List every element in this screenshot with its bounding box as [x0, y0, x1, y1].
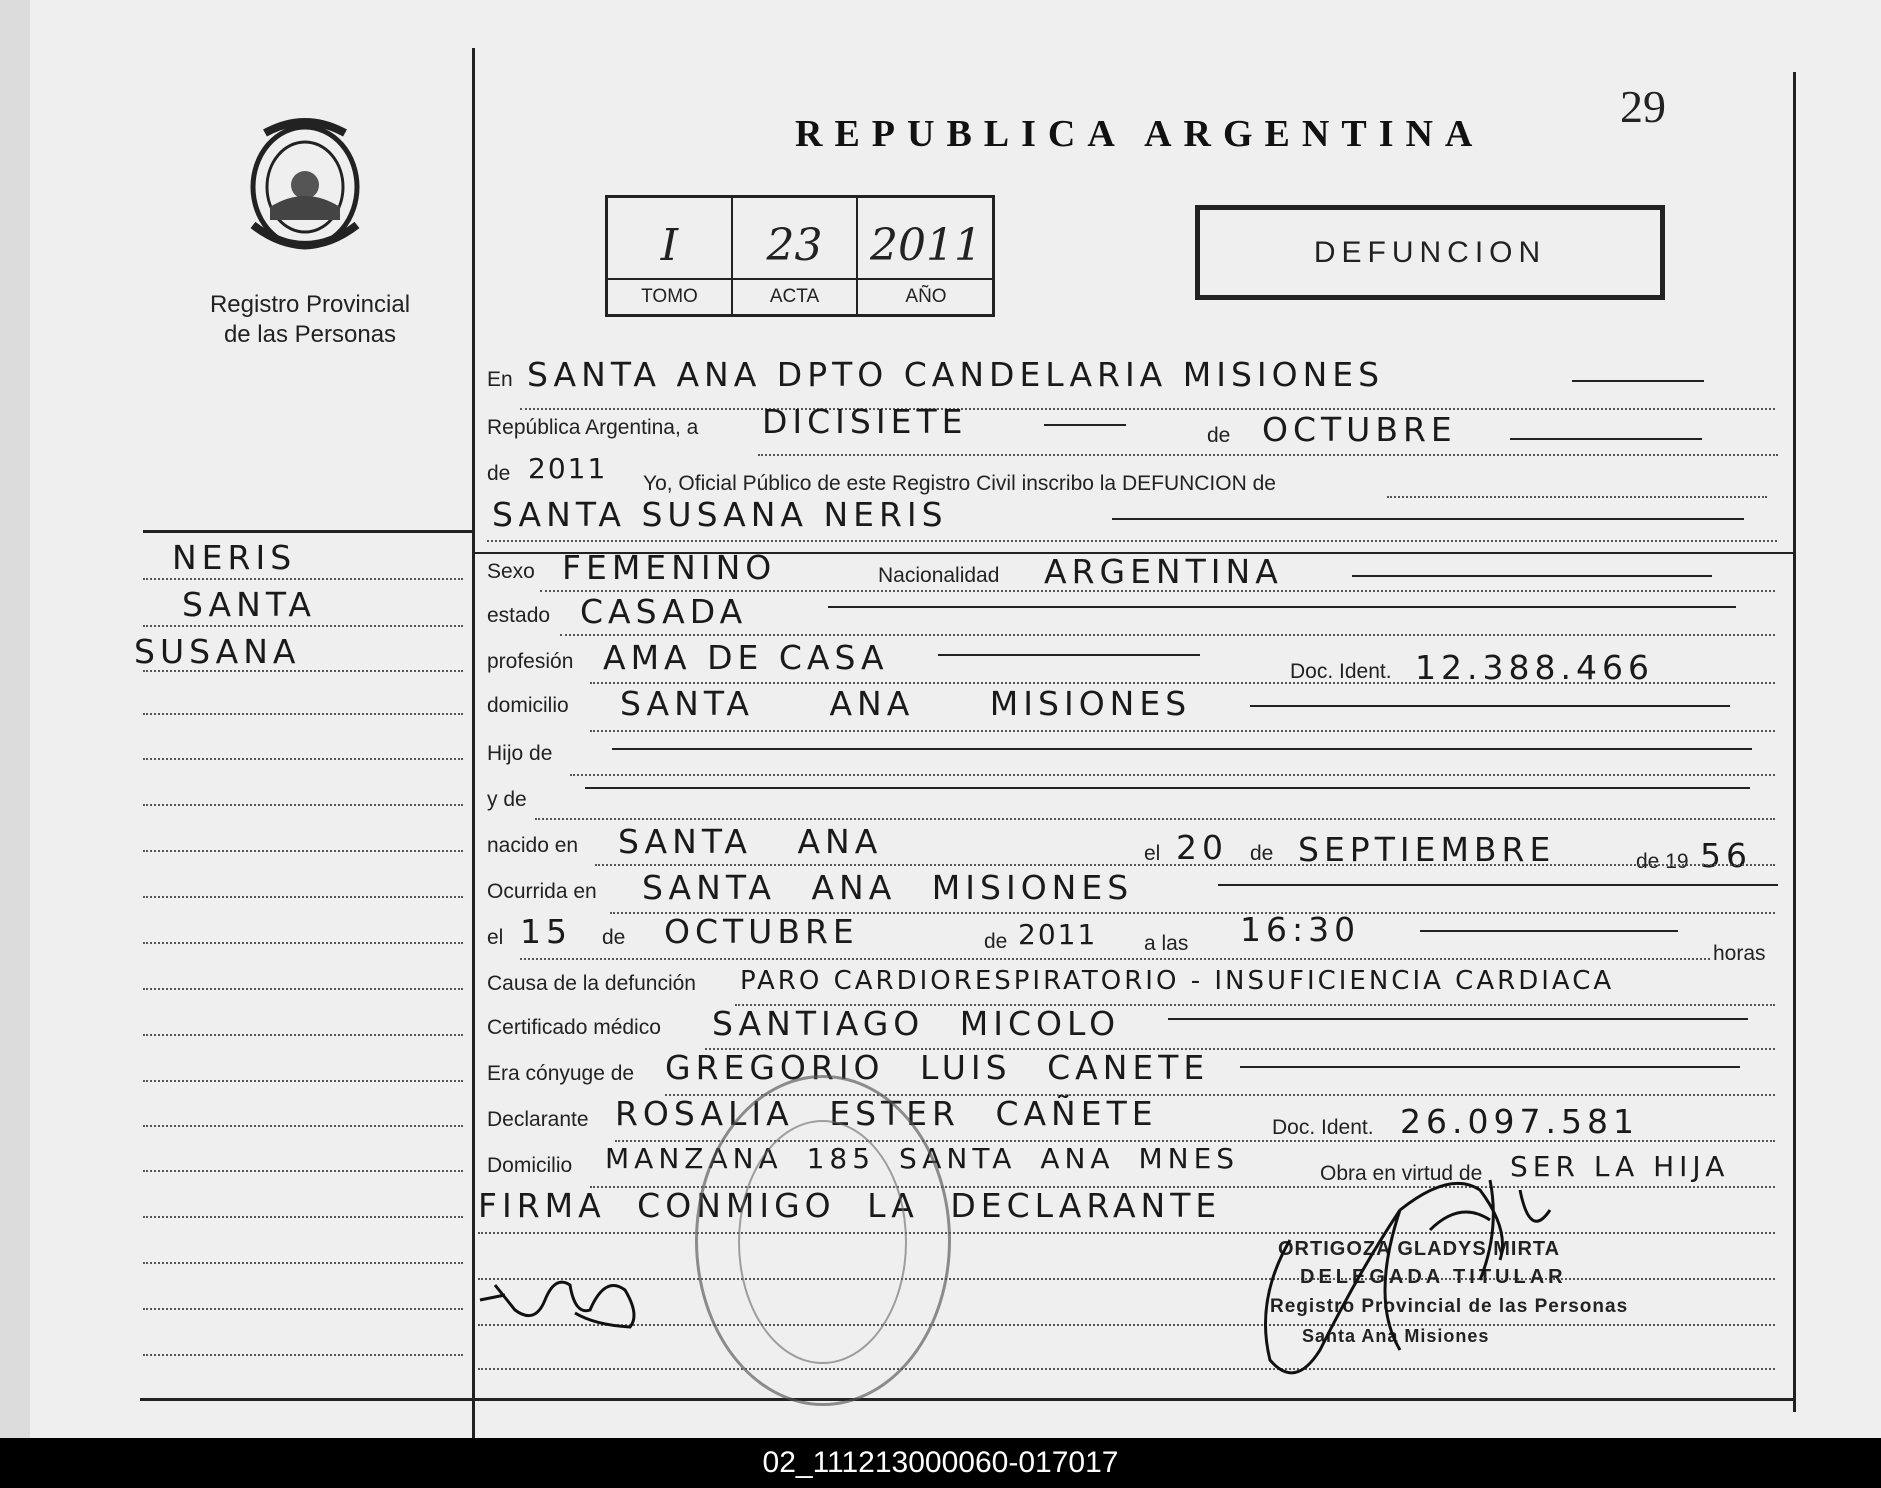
death-day: 15: [520, 912, 572, 951]
margin-dotted-line: [143, 1308, 463, 1310]
doc-value: 12.388.466: [1415, 648, 1654, 687]
obra-label: Obra en virtud de: [1320, 1162, 1483, 1185]
dotted-line: [1387, 496, 1767, 498]
alas-label: a las: [1144, 932, 1189, 955]
frame-bottom: [140, 1398, 1795, 1401]
causa-value: PARO CARDIORESPIRATORIO - INSUFICIENCIA CARDIACA: [740, 966, 1615, 996]
year-value: 2011: [528, 452, 608, 485]
death-month: OCTUBRE: [664, 912, 859, 951]
domicilio-label: domicilio: [487, 694, 569, 717]
ocurrida-value: SANTA ANA MISIONES: [642, 868, 1134, 907]
margin-name-2: SUSANA: [134, 632, 301, 671]
de-label: de: [1250, 842, 1274, 865]
margin-dotted-line: [143, 1354, 463, 1356]
fill-dash: [1112, 518, 1744, 520]
fill-dash: [1218, 884, 1778, 886]
margin-dotted-line: [143, 670, 463, 672]
fill-dash: [1168, 1018, 1748, 1020]
margin-dotted-line: [143, 1216, 463, 1218]
declarante-value: ROSALIA ESTER CAÑETE: [615, 1094, 1158, 1133]
day-value: DICISIETE: [762, 402, 968, 441]
fill-dash: [1250, 705, 1730, 707]
registrar-org: Registro Provincial de las Personas: [1270, 1296, 1629, 1317]
anio-cell: [858, 198, 994, 314]
registrar-name: ORTIGOZA GLADYS MIRTA: [1278, 1238, 1561, 1260]
acta-value: 23: [766, 220, 823, 271]
margin-dotted-line: [143, 1262, 463, 1264]
margin-dotted-line: [143, 713, 463, 715]
tomo-cell: [608, 198, 733, 314]
dotted-line: [520, 958, 1710, 960]
nacido-value: SANTA ANA: [618, 822, 883, 861]
causa-label: Causa de la defunción: [487, 972, 696, 995]
dotted-line: [520, 408, 1775, 410]
anio-label: AÑO: [858, 278, 994, 308]
nacionalidad-label: Nacionalidad: [878, 564, 1000, 587]
province-emblem-icon: [235, 115, 375, 265]
estado-value: CASADA: [580, 592, 748, 631]
de-year-label: de: [487, 462, 511, 485]
domicilio2-value: MANZANA 185 SANTA ANA MNES: [605, 1142, 1240, 1175]
de3-label: de: [602, 926, 626, 949]
place-value: SANTA ANA DPTO CANDELARIA MISIONES: [527, 355, 1385, 394]
frame-divider: [472, 48, 475, 1438]
de-label: de: [1207, 424, 1231, 447]
fill-dash: [938, 654, 1200, 656]
declarant-signature-icon: [475, 1255, 655, 1345]
registrar-role: DELEGADA TITULAR: [1300, 1266, 1567, 1288]
domicilio2-label: Domicilio: [487, 1154, 573, 1177]
record-id-box: [605, 195, 995, 317]
profesion-label: profesión: [487, 650, 574, 673]
y-de-label: y de: [487, 788, 527, 811]
acta-cell: [733, 198, 858, 314]
firma-note: FIRMA CONMIGO LA DECLARANTE: [478, 1186, 1222, 1225]
margin-dotted-line: [143, 850, 463, 852]
conyuge-label: Era cónyuge de: [487, 1062, 635, 1085]
footer-id: 02_111213000060-017017: [0, 1438, 1881, 1488]
dotted-line: [487, 540, 1777, 542]
death-hour: 16:30: [1240, 910, 1361, 949]
declarante-label: Declarante: [487, 1108, 589, 1131]
tomo-label: TOMO: [608, 278, 731, 308]
fill-dash: [1352, 575, 1712, 577]
doc2-label: Doc. Ident.: [1272, 1116, 1374, 1139]
registry-line-1: Registro Provincial: [209, 291, 411, 318]
dotted-line: [758, 454, 1778, 456]
nacionalidad-value: ARGENTINA: [1044, 552, 1283, 591]
margin-dotted-line: [143, 625, 463, 627]
record-type-box: DEFUNCION: [1195, 205, 1665, 300]
death-year: 2011: [1018, 918, 1098, 951]
margin-dotted-line: [143, 1034, 463, 1036]
margin-dotted-line: [143, 578, 463, 580]
fill-dash: [828, 606, 1736, 608]
margin-rule-top: [143, 530, 475, 533]
dotted-line: [560, 634, 1775, 636]
profesion-value: AMA DE CASA: [603, 638, 889, 677]
el-label: el: [1144, 842, 1161, 865]
dotted-line: [590, 730, 1775, 732]
margin-dotted-line: [143, 1170, 463, 1172]
acta-label: ACTA: [733, 278, 856, 308]
month-value: OCTUBRE: [1262, 410, 1457, 449]
fill-dash: [1240, 1066, 1740, 1068]
birth-day: 20: [1176, 828, 1228, 867]
margin-dotted-line: [143, 896, 463, 898]
certificado-value: SANTIAGO MICOLO: [712, 1004, 1121, 1043]
republica-label: República Argentina, a: [487, 416, 699, 439]
fill-dash: [1044, 424, 1126, 426]
fill-dash: [1420, 930, 1678, 932]
estado-label: estado: [487, 604, 551, 627]
fill-dash: [585, 787, 1750, 789]
page-edge: [0, 0, 30, 1438]
margin-dotted-line: [143, 1125, 463, 1127]
fill-dash: [1572, 380, 1704, 382]
fill-dash: [1510, 438, 1702, 440]
anio-value: 2011: [870, 220, 982, 271]
dotted-line: [570, 774, 1775, 776]
margin-dotted-line: [143, 1080, 463, 1082]
birth-year: 56: [1700, 836, 1752, 875]
sexo-label: Sexo: [487, 560, 535, 583]
el2-label: el: [487, 926, 504, 949]
fill-dash: [612, 748, 1752, 750]
margin-name-1: SANTA: [182, 585, 316, 624]
margin-dotted-line: [143, 988, 463, 990]
tomo-value: I: [660, 220, 679, 271]
certificado-label: Certificado médico: [487, 1016, 661, 1039]
registrar-signature-icon: [1250, 1170, 1590, 1390]
domicilio-value: SANTA ANA MISIONES: [620, 684, 1192, 723]
obra-value: SER LA HIJA: [1510, 1150, 1730, 1183]
registrar-place: Santa Ana Misiones: [1302, 1326, 1490, 1346]
dotted-line: [535, 818, 1775, 820]
conyuge-value: GREGORIO LUIS CANETE: [665, 1048, 1210, 1087]
dotted-line: [595, 864, 1775, 866]
page-number: 29: [1620, 81, 1666, 132]
horas-label: horas: [1713, 942, 1766, 965]
en-label: En: [487, 368, 513, 391]
frame-right: [1793, 72, 1796, 1412]
seal-inner-ring: [738, 1120, 907, 1364]
sexo-value: FEMENINO: [562, 548, 777, 587]
registry-line-2: de las Personas: [223, 321, 397, 348]
registry-name: [190, 290, 430, 350]
doc-label: Doc. Ident.: [1290, 660, 1392, 683]
document-title: REPUBLICA ARGENTINA: [795, 113, 1485, 155]
hijo-label: Hijo de: [487, 742, 553, 765]
deceased-name: SANTA SUSANA NERIS: [492, 495, 948, 534]
nacido-label: nacido en: [487, 834, 579, 857]
oficial-text: Yo, Oficial Público de este Registro Civil inscribo la DEFUNCION de: [643, 472, 1276, 495]
margin-dotted-line: [143, 942, 463, 944]
de4-label: de: [984, 930, 1008, 953]
birth-month: SEPTIEMBRE: [1298, 830, 1556, 869]
doc2-value: 26.097.581: [1400, 1102, 1639, 1141]
margin-dotted-line: [143, 758, 463, 760]
margin-surname: NERIS: [172, 538, 297, 577]
de19-label: de 19: [1636, 850, 1689, 873]
ocurrida-label: Ocurrida en: [487, 880, 597, 903]
margin-dotted-line: [143, 804, 463, 806]
